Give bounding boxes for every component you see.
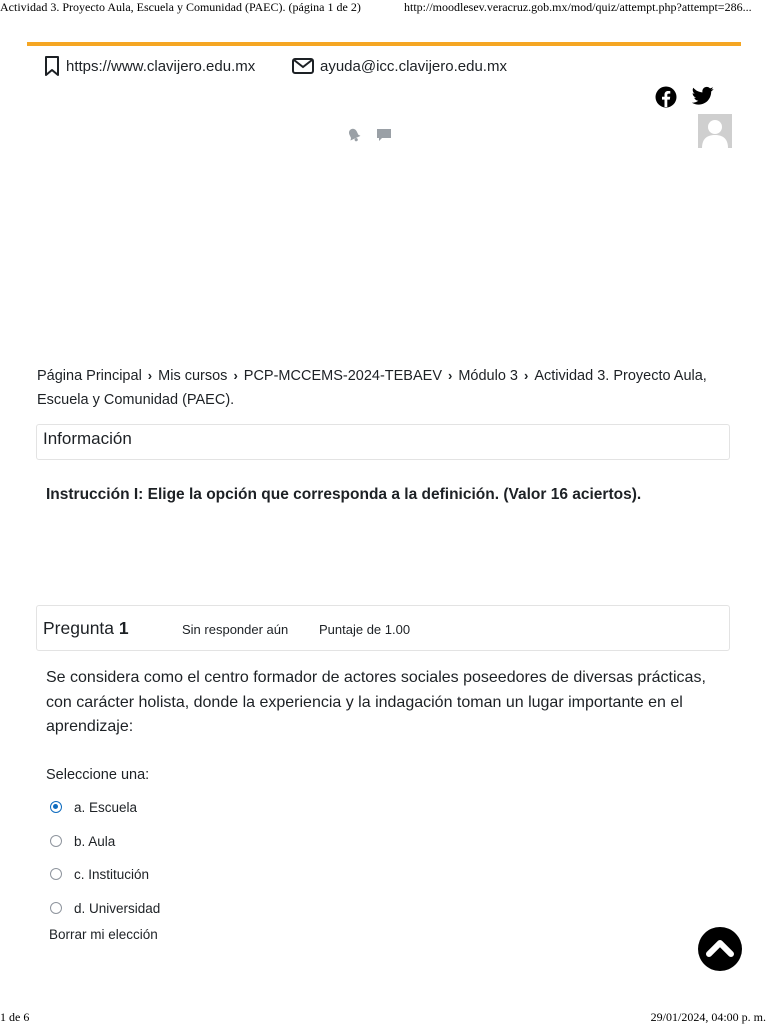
notifications-bell-icon[interactable]: [346, 127, 362, 148]
answer-option-d[interactable]: [50, 898, 160, 918]
email-link[interactable]: [292, 55, 507, 77]
question-header: [36, 605, 730, 651]
info-heading: Información: [43, 429, 132, 448]
chevron-right-icon: ›: [147, 368, 153, 383]
question-number: [43, 618, 129, 639]
envelope-icon: [292, 58, 314, 74]
bookmark-icon: [44, 56, 60, 76]
question-text: Se considera como el centro formador de actores sociales poseedores de diversas prácticas, con carácter holista, donde la experiencia y la indagación toman un lugar importante en el aprendizaje:: [46, 669, 706, 735]
answer-option-a[interactable]: [50, 797, 137, 817]
speech-bubble-icon: [376, 127, 392, 143]
radio-icon[interactable]: [50, 902, 62, 914]
chevron-up-icon: [698, 927, 742, 971]
radio-icon[interactable]: [50, 835, 62, 847]
answer-prompt: Seleccione una:: [46, 767, 150, 783]
chevron-right-icon: ›: [524, 368, 529, 383]
answer-option-label: c. Institución: [74, 866, 150, 882]
twitter-link[interactable]: [692, 86, 714, 111]
print-page-count: 1 de 6: [0, 1010, 30, 1024]
radio-icon[interactable]: [50, 868, 62, 880]
instruction-text: Instrucción I: Elige la opción que corresponda a la definición. (Valor 16 aciertos).: [46, 486, 642, 503]
back-to-top-button[interactable]: [698, 927, 742, 971]
print-page-url: http://moodlesev.veracruz.gob.mx/mod/quiz/attempt.php?attempt=286...: [404, 0, 752, 14]
breadcrumb-home[interactable]: Página Principal: [37, 368, 142, 384]
facebook-icon: [655, 86, 677, 108]
radio-selected-icon[interactable]: [50, 801, 62, 813]
answer-option-c[interactable]: [50, 864, 149, 884]
chevron-right-icon: ›: [448, 368, 453, 383]
question-index: 1: [118, 618, 129, 638]
chevron-right-icon: ›: [233, 368, 238, 383]
messages-chat-icon[interactable]: [376, 127, 392, 148]
question-state: Sin responder aún: [182, 622, 289, 637]
email-label: ayuda@icc.clavijero.edu.mx: [320, 57, 507, 75]
print-page-title: Actividad 3. Proyecto Aula, Escuela y Comunidad (PAEC). (página 1 de 2): [0, 0, 361, 14]
clear-choice-link[interactable]: Borrar mi elección: [49, 927, 158, 942]
user-silhouette-icon: [698, 114, 732, 148]
answer-option-label: a. Escuela: [74, 799, 138, 815]
print-datetime: 29/01/2024, 04:00 p. m.: [650, 1010, 766, 1024]
facebook-link[interactable]: [655, 86, 677, 113]
breadcrumb-course[interactable]: PCP-MCCEMS-2024-TEBAEV: [243, 368, 442, 384]
breadcrumb-my-courses[interactable]: Mis cursos: [158, 368, 228, 384]
bell-icon: [346, 127, 362, 143]
accent-bar: [27, 42, 741, 46]
twitter-icon: [692, 86, 714, 106]
question-grade: Puntaje de 1.00: [319, 622, 411, 637]
question-label: Pregunta: [43, 618, 115, 638]
user-avatar[interactable]: [698, 114, 732, 148]
answer-option-b[interactable]: [50, 831, 115, 851]
print-header: [0, 0, 768, 16]
website-link[interactable]: [44, 55, 255, 77]
info-header: [36, 424, 730, 460]
breadcrumb-module[interactable]: Módulo 3: [458, 368, 518, 384]
answer-option-label: d. Universidad: [74, 900, 161, 916]
breadcrumb: [37, 364, 737, 412]
answer-option-label: b. Aula: [74, 833, 116, 849]
breadcrumb-activity[interactable]: Actividad 3. Proyecto Aula, Escuela y Comunidad (PAEC).: [37, 368, 707, 408]
website-label: https://www.clavijero.edu.mx: [66, 57, 256, 75]
